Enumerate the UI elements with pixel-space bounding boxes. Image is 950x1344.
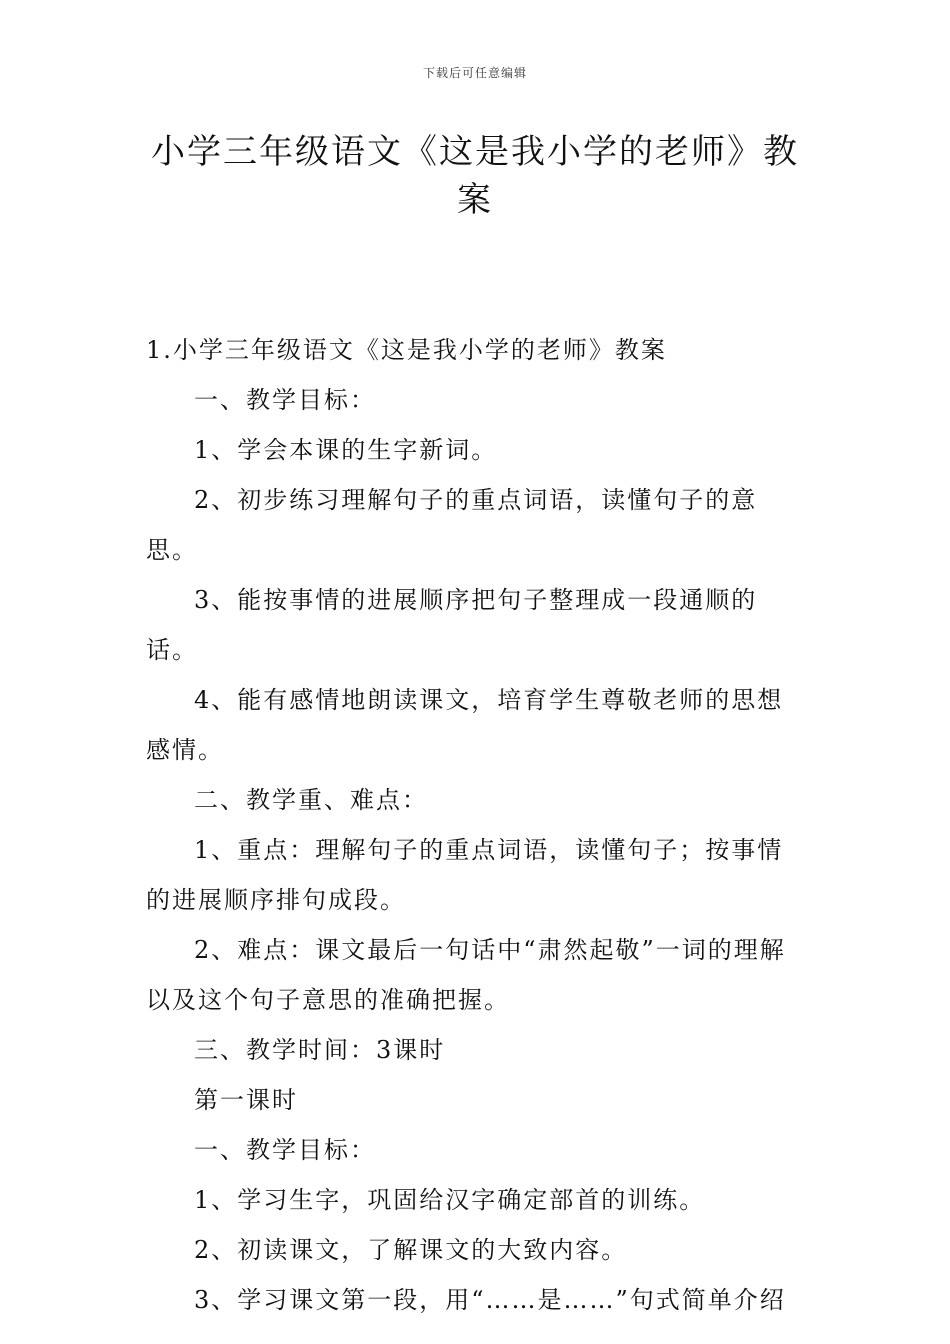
- paragraph: 1、重点：理解句子的重点词语，读懂句子；按事情的进展顺序排句成段。: [146, 836, 784, 914]
- document-body: [146, 325, 808, 1325]
- paragraph: 4、能有感情地朗读课文，培育学生尊敬老师的思想感情。: [146, 686, 784, 764]
- paragraph: 第一课时: [194, 1086, 298, 1114]
- paragraph: 1、学会本课的生字新词。: [194, 436, 498, 464]
- paragraph-heading: 1.小学三年级语文《这是我小学的老师》教案: [146, 336, 667, 364]
- paragraph: 3、能按事情的进展顺序把句子整理成一段通顺的话。: [146, 586, 758, 664]
- paragraph: 二、教学重、难点：: [194, 786, 428, 814]
- paragraph: 2、初步练习理解句子的重点词语，读懂句子的意思。: [146, 486, 758, 564]
- paragraph: 一、教学目标：: [194, 1136, 376, 1164]
- header-note: 下载后可任意编辑: [422, 66, 527, 80]
- document-title: 小学三年级语文《这是我小学的老师》教案: [151, 132, 799, 220]
- paragraph: 3、学习课文第一段，用“……是……”句式简单介绍: [194, 1286, 786, 1314]
- paragraph: 1、学习生字，巩固给汉字确定部首的训练。: [194, 1186, 706, 1214]
- paragraph: 2、初读课文，了解课文的大致内容。: [194, 1236, 628, 1264]
- paragraph: 2、难点：课文最后一句话中“肃然起敬”一词的理解以及这个句子意思的准确把握。: [146, 936, 786, 1014]
- paragraph: 三、教学时间：3课时: [194, 1036, 446, 1064]
- paragraph: 一、教学目标：: [194, 386, 376, 414]
